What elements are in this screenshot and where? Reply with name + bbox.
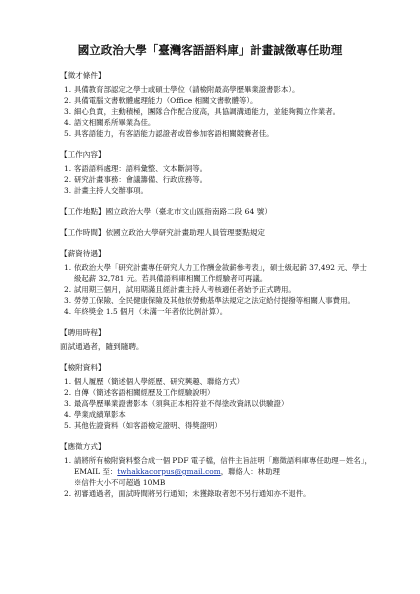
apply-heading: 【應徵方式】 [60, 442, 106, 451]
documents-list [60, 376, 372, 431]
duties-heading: 【工作內容】 [60, 150, 106, 159]
list-item: 4. 學業成績單影本 [64, 410, 126, 419]
location-text: 國立政治大學（臺北市文山區指南路二段 64 號） [105, 207, 272, 216]
list-item: 3. 最高學歷畢業證書影本（須與正本相符並不得塗改資訊以供驗證） [64, 399, 289, 408]
duties-section [60, 149, 372, 196]
list-item: 5. 具客語能力，有客語能力認證者或曾參加客語相關競賽者佳。 [64, 129, 274, 138]
qualifications-section [60, 70, 372, 139]
documents-heading: 【檢附資料】 [60, 363, 106, 372]
list-item: 2. 具備電腦文書軟體處理能力（Office 相關文書軟體等）。 [64, 96, 258, 105]
list-item: 2. 試用期三個月，試用期滿且經計畫主持人考核適任者始予正式聘用。 [64, 285, 296, 294]
list-item: 4. 語文相關系所畢業為佳。 [64, 118, 156, 127]
list-item: 3. 計畫主持人交辦事項。 [64, 186, 148, 195]
apply-section [60, 441, 372, 499]
salary-section [60, 248, 372, 317]
period-section [60, 327, 372, 352]
list-item: 2. 初審通過者，面試時間將另行通知；未獲錄取者恕不另行通知亦不退件。 [64, 489, 311, 498]
file-size-note: ※信件大小不可超過 10MB [74, 478, 166, 487]
contact-email-link[interactable]: twhakkacorpus@gmail.com [117, 467, 221, 476]
qualifications-heading: 【徵才條件】 [60, 71, 106, 80]
hours-section [60, 227, 372, 238]
list-item: 3. 勞勞工保險、全民健康保險及其他依勞動基準法規定之法定給付提撥等相關人事費用。 [64, 296, 355, 305]
period-text: 面試通過者，隨到隨聘。 [60, 342, 144, 351]
list-item: 4. 年終獎金 1.5 個月（未滿一年者依比例計算）。 [64, 307, 228, 316]
hours-heading: 【工作時間】 [60, 228, 106, 237]
location-heading: 【工作地點】 [60, 207, 106, 216]
hours-text: 依國立政治大學研究計畫助理人員管理要點規定 [105, 228, 266, 237]
list-item: 1. 請將所有檢附資料整合成一個 PDF 電子檔，信件主旨註明「應徵語料庫專任助理－姓名」，EMAIL 至：twhakkacorpus@gmail.com，聯絡人：林助理 ※信件大小不可超過 10MB [64, 456, 372, 487]
list-item: 3. 細心負責，主動積極，團隊合作配合度高，具協調溝通能力，並能夠獨立作業者。 [64, 107, 341, 116]
list-item: 5. 其他佐證資料（如客語檢定證明、得獎證明） [64, 421, 222, 430]
salary-list [60, 262, 372, 317]
list-item: 1. 具備教育部認定之學士或碩士學位（請檢附最高學歷畢業證書影本）。 [64, 85, 300, 94]
documents-section [60, 362, 372, 431]
list-item: 2. 研究計畫事務：會議籌備、行政庶務等。 [64, 175, 208, 184]
period-heading: 【聘用時程】 [60, 328, 106, 337]
list-item: 1. 依政治大學「研究計畫專任研究人力工作酬金敘薪參考表」，碩士級起薪 37,492 元、學士級起薪 32,781 元。若具備語料庫相關工作經驗者可再議。 [64, 263, 367, 283]
salary-heading: 【薪資待遇】 [60, 249, 106, 258]
list-item: 1. 個人履歷（簡述個人學經歷、研究興趣、聯絡方式） [64, 377, 244, 386]
location-section [60, 206, 372, 217]
duties-list [60, 163, 372, 196]
apply-list [60, 455, 372, 499]
list-item: 2. 自傳（簡述客語相關經歷及工作經驗說明） [64, 388, 215, 397]
qualifications-list [60, 84, 372, 139]
page-title: 國立政治大學「臺灣客語語料庫」計畫誠徵專任助理 [77, 43, 343, 57]
posting-body [60, 70, 372, 509]
list-item: 1. 客語語料處理：語料彙整、文本斷詞等。 [64, 164, 208, 173]
